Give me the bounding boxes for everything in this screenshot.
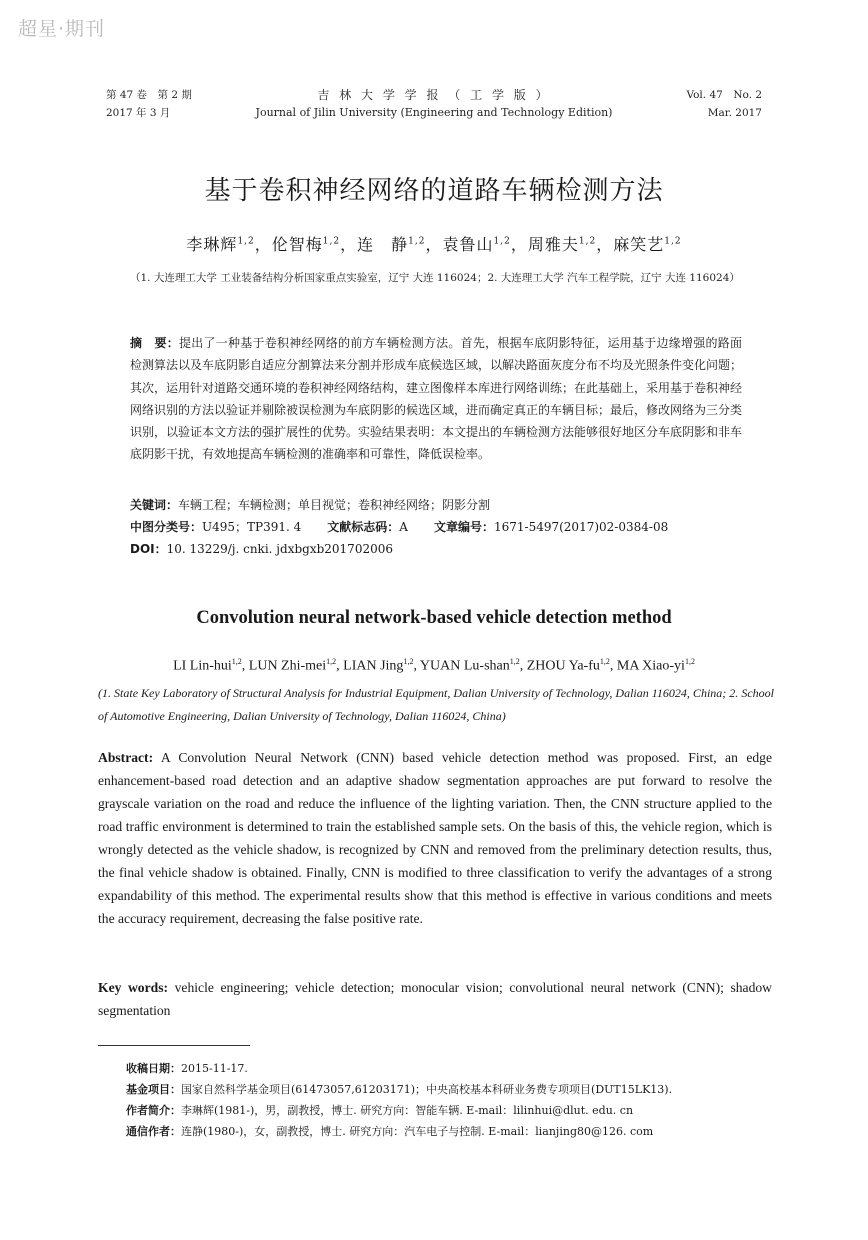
author-cn: 麻笑艺: [613, 235, 665, 254]
author-cn: 伦智梅: [271, 235, 323, 254]
abstract-en: [98, 746, 772, 930]
watermark: 超星·期刊: [18, 18, 106, 40]
doi-value: 10. 13229/j. cnki. jdxbgxb201702006: [166, 542, 393, 556]
author-cn: 周雅夫: [527, 235, 579, 254]
abstract-text-en: A Convolution Neural Network (CNN) based vehicle detection method was proposed. First, an edge enhancement-based road detection and an adaptive shadow segmentation approaches are put forward to resolve the grayscale variation on the road and reduce the influence of the lighting variation. Then, the CNN structure applied to the road traffic environment is determined to train the established sample sets. On the basis of this, the vehicle region, which is wrongly detected as the vehicle shadow, is recognized by CNN and removed from the preliminary detection results, thus, the final vehicle shadow is obtained. Finally, CNN is modified to three classification to verify the advantages of a strong expandability of this method. The experimental results show that this method is effective in various conditions and meets the accuracy requirement, decreasing the false positive rate.: [98, 750, 772, 926]
volume-issue-cn: 第 47 卷 第 2 期: [106, 89, 192, 101]
article-number-value: 1671-5497(2017)02-0384-08: [493, 520, 669, 534]
keywords-text-en: vehicle engineering; vehicle detection; monocular vision; convolutional neural network (CNN); shadow segmentation: [98, 980, 773, 1018]
abstract-label-en: Abstract:: [98, 750, 154, 765]
keywords-label-en: Key words:: [98, 980, 169, 995]
footnote-label: 基金项目：: [126, 1083, 181, 1096]
affiliation-en: (1. State Key Laboratory of Structural Analysis for Industrial Equipment, Dalian University of Technology, Dalian 116024, China; 2. School of Automotive Engineering, Dalian University of Technology, Dalian 116024, China): [98, 686, 774, 723]
footnote-label: 通信作者：: [126, 1125, 181, 1138]
footnote-text: 2015-11-17.: [181, 1062, 248, 1075]
author-en: LI Lin-hui: [173, 658, 232, 674]
header-right: [660, 86, 762, 122]
footnote-author-bio: [126, 1100, 786, 1121]
author-affil-sup: 1,2: [237, 236, 255, 247]
date-cn: 2017 年 3 月: [106, 107, 171, 119]
author-affil-sup: 1,2: [326, 657, 337, 666]
author-affil-sup: 1,2: [493, 236, 511, 247]
abstract-text-cn: 提出了一种基于卷积神经网络的前方车辆检测方法。首先，根据车底阴影特征，运用基于边缘增强的路面检测算法以及车底阴影自适应分割算法来分割并形成车底候选区域，以解决路面灰度分布不均及光照条件变化问题；其次，运用针对道路交通环境的卷积神经网络结构，建立图像样本库进行网络训练；在此基础上，采用基于卷积神经网络识别的方法以验证并剔除被误检测为车底阴影的候选区域，进而确定真正的车辆目标；最后，修改网络为三分类识别，以验证本文方法的强扩展性的优势。实验结果表明：本文提出的车辆检测方法能够很好地区分车底阴影和非车底阴影干扰，有效地提高车辆检测的准确率和可靠性，降低误检率。: [130, 336, 743, 462]
author-cn: 李琳辉: [186, 235, 238, 254]
keywords-cn: [130, 494, 750, 516]
author-en: YUAN Lu-shan: [419, 658, 510, 674]
footnote-corresponding: [126, 1121, 786, 1142]
author-affil-sup: 1,2: [578, 236, 597, 247]
header-left: [106, 86, 192, 122]
abstract-cn: [130, 332, 742, 466]
author-list-en: LI Lin-hui$^{1,2}$, LUN Zhi-mei$^{1,2}$, LIAN Jing$^{1,2}$, YUAN Lu-shan$^{1,2}$, ZHOU Ya-fu$^{1,2}$, MA Xiao-yi$^{1,2}$: [173, 657, 695, 674]
header-center: [200, 86, 668, 122]
author-affil-sup: 1,2: [231, 657, 242, 666]
journal-name-cn: 吉 林 大 学 学 报 （ 工 学 版 ）: [317, 88, 551, 102]
paper-title-en: Convolution neural network-based vehicle detection method: [196, 608, 672, 628]
author-en: LUN Zhi-mei: [248, 658, 327, 674]
date-en: Mar. 2017: [707, 107, 762, 119]
keywords-en: [98, 976, 772, 1022]
footnote-funding: [126, 1079, 786, 1100]
author-cn: 连 静: [357, 235, 409, 254]
footnote-label: 收稿日期：: [126, 1062, 181, 1075]
footnote-text: 李琳辉(1981-)，男，副教授，博士. 研究方向：智能车辆. E-mail：lilinhui@dlut. edu. cn: [181, 1104, 634, 1117]
abstract-label-cn: 摘 要：: [130, 336, 179, 350]
footnote-label: 作者简介：: [126, 1104, 181, 1117]
keywords-text-cn: 车辆工程；车辆检测；单目视觉；卷积神经网络；阴影分割: [178, 498, 491, 512]
doi-label: DOI：: [130, 542, 167, 556]
article-number-label: 文章编号：: [433, 520, 494, 534]
author-affil-sup: 1,2: [664, 236, 682, 247]
author-en: ZHOU Ya-fu: [526, 658, 600, 674]
classification-row: [130, 516, 750, 538]
journal-name-en: Journal of Jilin University (Engineering and Technology Edition): [255, 106, 613, 119]
author-affil-sup: 1,2: [509, 657, 520, 666]
paper-title-cn: 基于卷积神经网络的道路车辆检测方法: [204, 176, 664, 206]
author-cn: 袁鲁山: [442, 235, 494, 254]
doi-row: [130, 538, 750, 560]
author-en: LIAN Jing: [343, 658, 404, 674]
footnote-text: 国家自然科学基金项目(61473057,61203171)；中央高校基本科研业务费专项项目(DUT15LK13).: [181, 1083, 673, 1096]
author-list-cn: 李琳辉$^{1,2}$，伦智梅$^{1,2}$，连 静$^{1,2}$，袁鲁山$^{1,2}$，周雅夫$^{1,2}$，麻笑艺$^{1,2}$: [186, 235, 682, 254]
affiliation-cn: （1. 大连理工大学 工业装备结构分析国家重点实验室，辽宁 大连 116024；2. 大连理工大学 汽车工程学院，辽宁 大连 116024）: [130, 272, 740, 284]
footnote-received: [126, 1058, 786, 1079]
doc-code-value: A: [399, 520, 408, 534]
author-affil-sup: 1,2: [403, 657, 414, 666]
footnote-divider: [98, 1045, 250, 1046]
volume-issue-en: Vol. 47 No. 2: [686, 89, 762, 101]
keywords-label-cn: 关键词：: [130, 498, 179, 512]
author-affil-sup: 1,2: [322, 236, 341, 247]
author-affil-sup: 1,2: [684, 657, 695, 666]
footnote-text: 连静(1980-)，女，副教授，博士. 研究方向：汽车电子与控制. E-mail：lianjing80@126. com: [181, 1125, 654, 1138]
author-affil-sup: 1,2: [408, 236, 426, 247]
author-affil-sup: 1,2: [599, 657, 610, 666]
clc-value: U495；TP391. 4: [202, 520, 302, 534]
author-en: MA Xiao-yi: [616, 658, 685, 674]
clc-label: 中图分类号：: [130, 520, 203, 534]
doc-code-label: 文献标志码：: [327, 520, 400, 534]
